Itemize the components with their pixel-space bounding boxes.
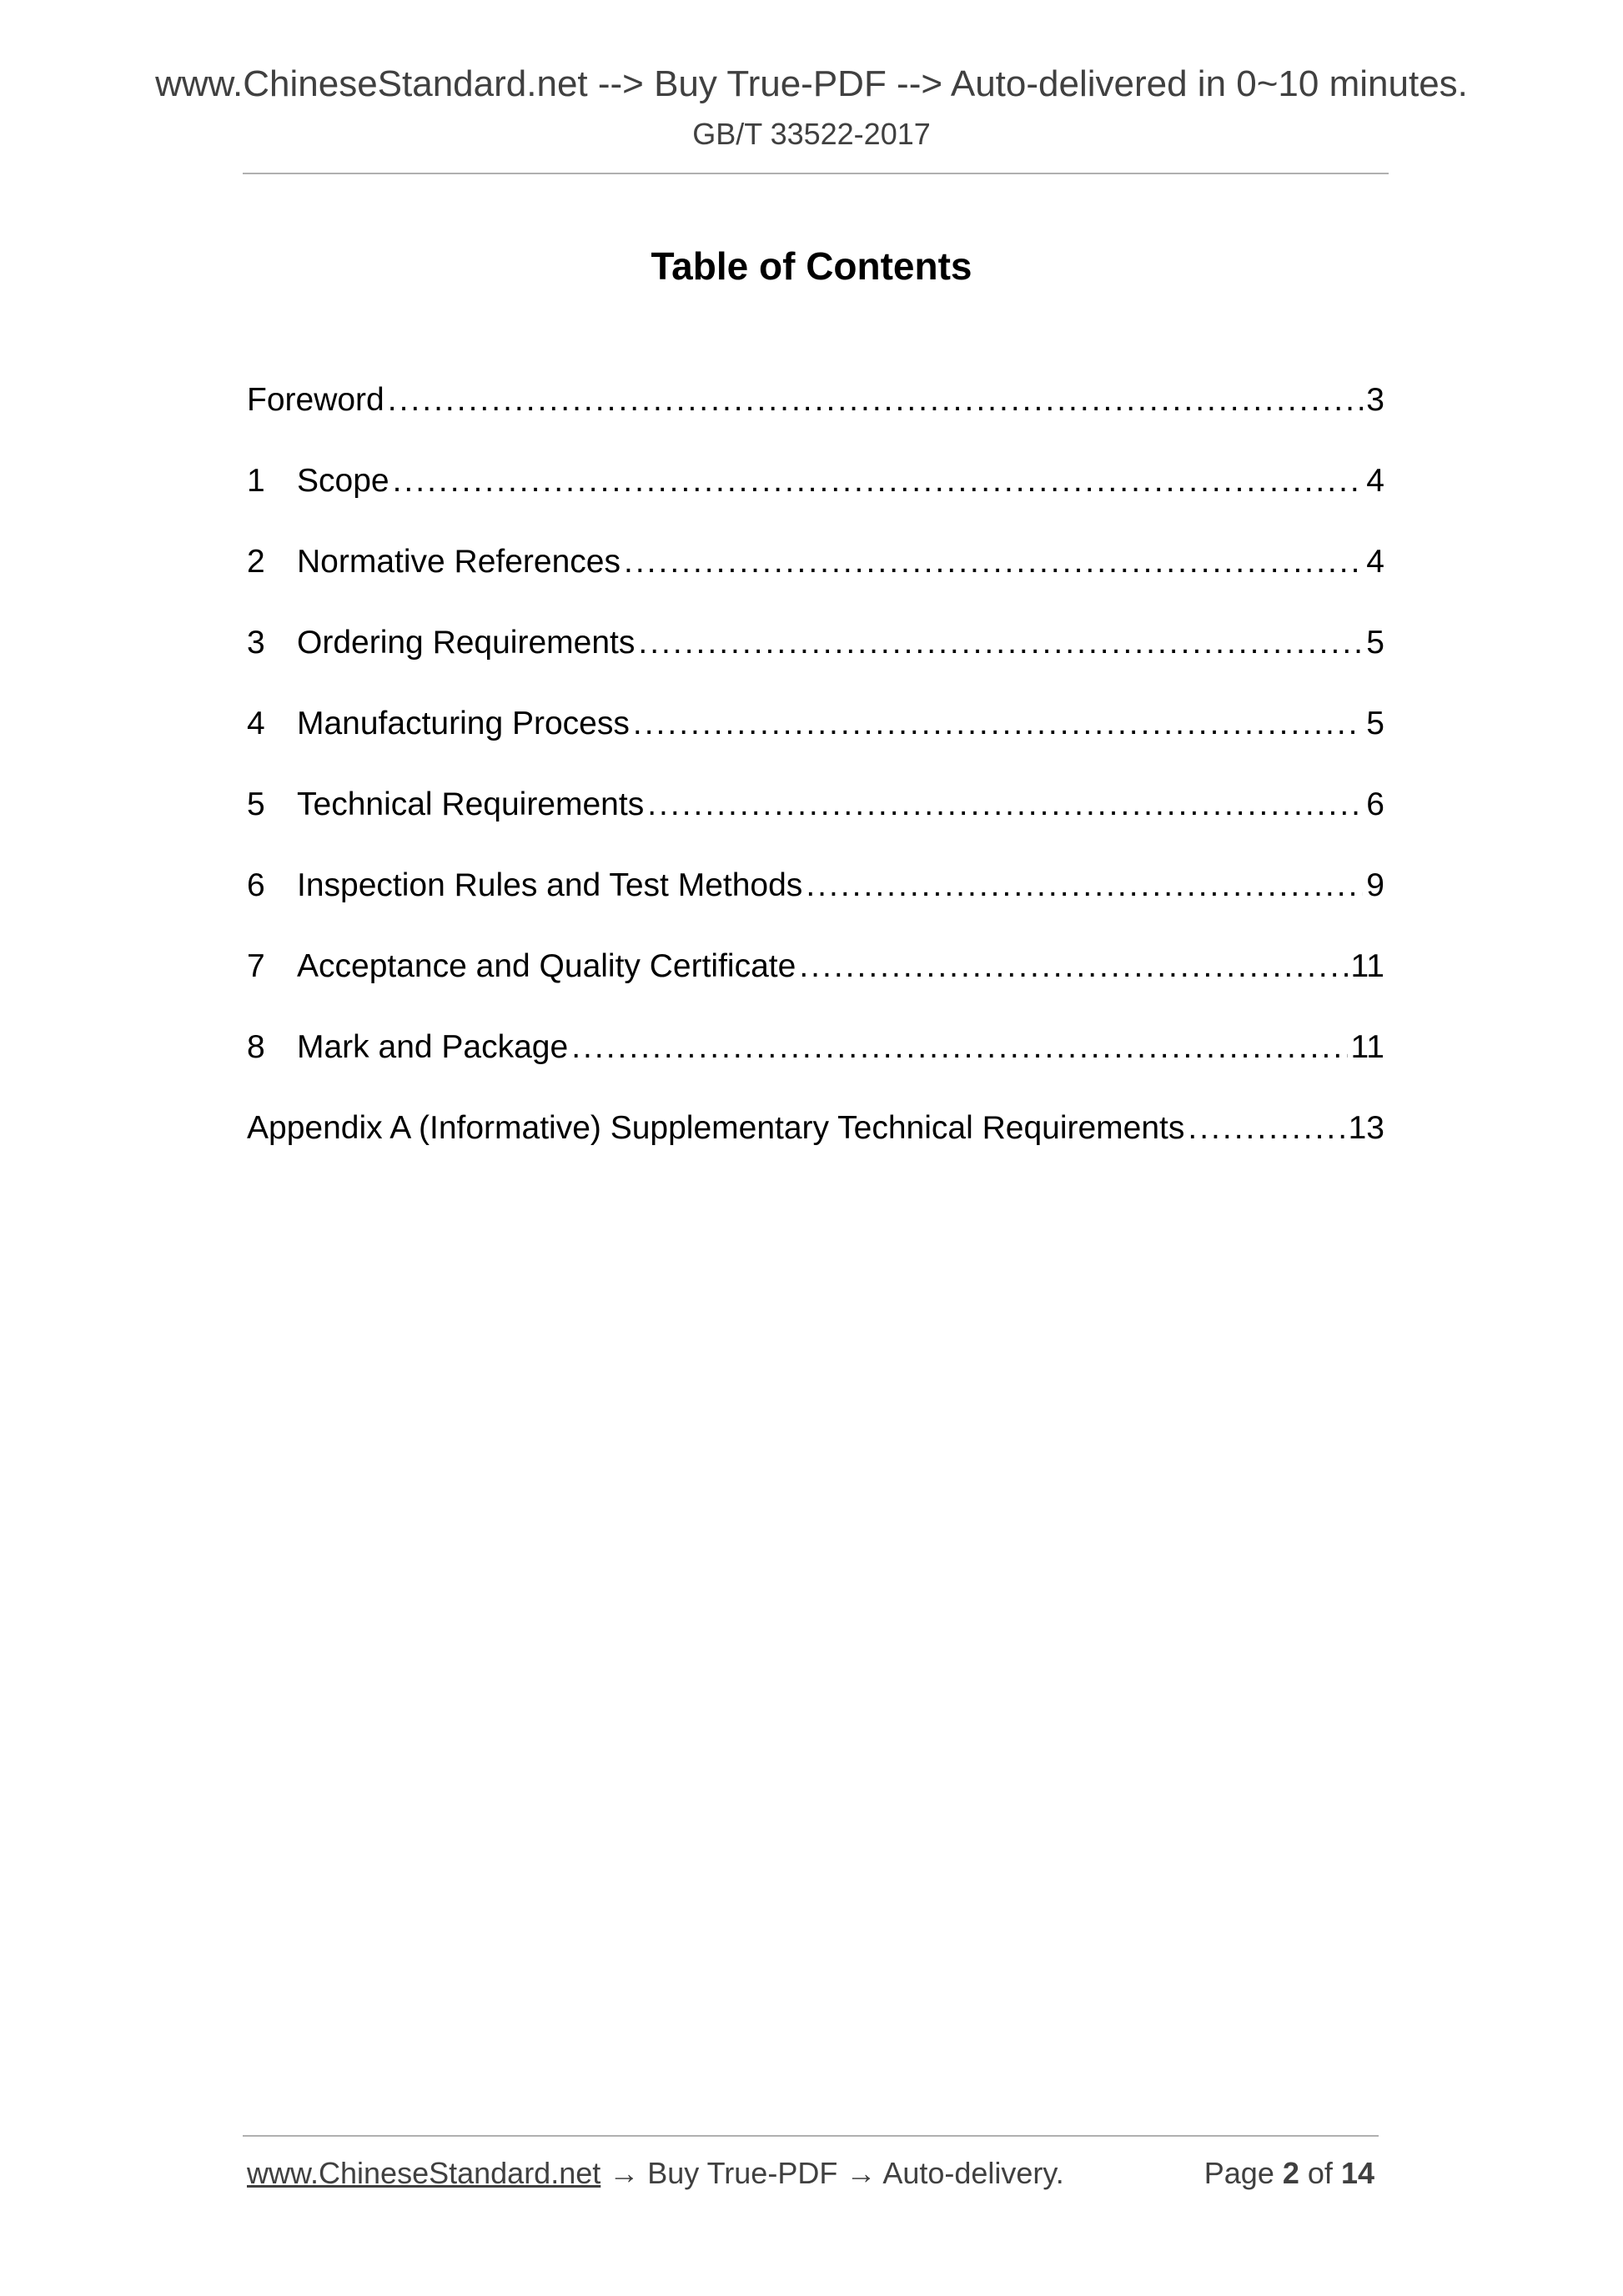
footer-promo: [247, 2156, 1064, 2191]
toc-entry-number: 7: [247, 948, 265, 984]
toc-entry-text: Inspection Rules and Test Methods: [297, 867, 803, 903]
toc-leader-dots: [388, 375, 1363, 425]
toc-entry-text: Manufacturing Process: [297, 706, 630, 741]
toc-entry-number: 2: [247, 544, 265, 580]
toc-entry-number: 1: [247, 463, 265, 499]
toc-entry-appendix-a[interactable]: [247, 1103, 1384, 1184]
toc-entry-acceptance-certificate[interactable]: [247, 942, 1384, 1022]
toc-entry-technical-requirements[interactable]: [247, 780, 1384, 861]
toc-leader-dots: [806, 861, 1363, 911]
page-current: 2: [1282, 2156, 1299, 2190]
toc-entry-number: 4: [247, 706, 265, 741]
page-of-label: of: [1307, 2156, 1333, 2190]
toc-leader-dots: [571, 1022, 1347, 1073]
toc-entry-text: Technical Requirements: [297, 786, 645, 822]
toc-entry-text: Mark and Package: [297, 1029, 569, 1065]
toc-entry-number: 5: [247, 786, 265, 822]
toc-entry-mark-and-package[interactable]: [247, 1022, 1384, 1103]
toc-entry-page: 11: [1350, 1029, 1384, 1065]
toc-entry-text: Foreword: [247, 382, 384, 418]
standard-id: GB/T 33522-2017: [692, 117, 931, 151]
toc-leader-dots: [393, 456, 1363, 506]
footer-site-link[interactable]: www.ChineseStandard.net: [247, 2156, 601, 2190]
toc-entry-page: 6: [1366, 786, 1384, 822]
toc-entry-page: 9: [1366, 867, 1384, 903]
toc-entry-foreword[interactable]: [247, 375, 1384, 456]
toc-entry-number: 6: [247, 867, 265, 903]
toc-entry-page: 3: [1366, 382, 1384, 418]
table-of-contents: [247, 375, 1384, 1184]
toc-leader-dots: [633, 699, 1363, 749]
toc-entry-number: 3: [247, 625, 265, 661]
toc-entry-number: 8: [247, 1029, 265, 1065]
toc-entry-page: 4: [1366, 463, 1384, 499]
toc-leader-dots: [647, 780, 1363, 830]
toc-entry-page: 4: [1366, 544, 1384, 580]
toc-leader-dots: [1188, 1103, 1344, 1153]
toc-entry-text: Acceptance and Quality Certificate: [297, 948, 796, 984]
toc-entry-text: Ordering Requirements: [297, 625, 636, 661]
toc-title: Table of Contents: [651, 244, 972, 288]
toc-entry-inspection-rules[interactable]: [247, 861, 1384, 942]
toc-leader-dots: [638, 618, 1363, 668]
header-divider: [243, 173, 1389, 174]
toc-leader-dots: [799, 942, 1347, 992]
footer-tagline: → Buy True-PDF → Auto-delivery.: [600, 2156, 1064, 2190]
page-total: 14: [1340, 2156, 1374, 2190]
header-banner: www.ChineseStandard.net --> Buy True-PDF --> Auto-delivered in 0~10 minutes.: [155, 63, 1468, 104]
toc-entry-text: Scope: [297, 463, 389, 499]
toc-entry-page: 5: [1366, 706, 1384, 741]
toc-entry-text: Appendix A (Informative) Supplementary Technical Requirements: [247, 1110, 1185, 1146]
toc-entry-ordering-requirements[interactable]: [247, 618, 1384, 699]
footer-divider: [243, 2135, 1379, 2137]
page-label: Page: [1203, 2156, 1274, 2190]
toc-entry-text: Normative References: [297, 544, 621, 580]
toc-entry-normative-references[interactable]: [247, 537, 1384, 618]
toc-entry-scope[interactable]: [247, 456, 1384, 537]
toc-entry-page: 13: [1348, 1110, 1384, 1146]
page-number: [1204, 2156, 1374, 2191]
toc-entry-page: 5: [1366, 625, 1384, 661]
toc-entry-manufacturing-process[interactable]: [247, 699, 1384, 780]
toc-entry-page: 11: [1350, 948, 1384, 984]
toc-leader-dots: [624, 537, 1363, 587]
